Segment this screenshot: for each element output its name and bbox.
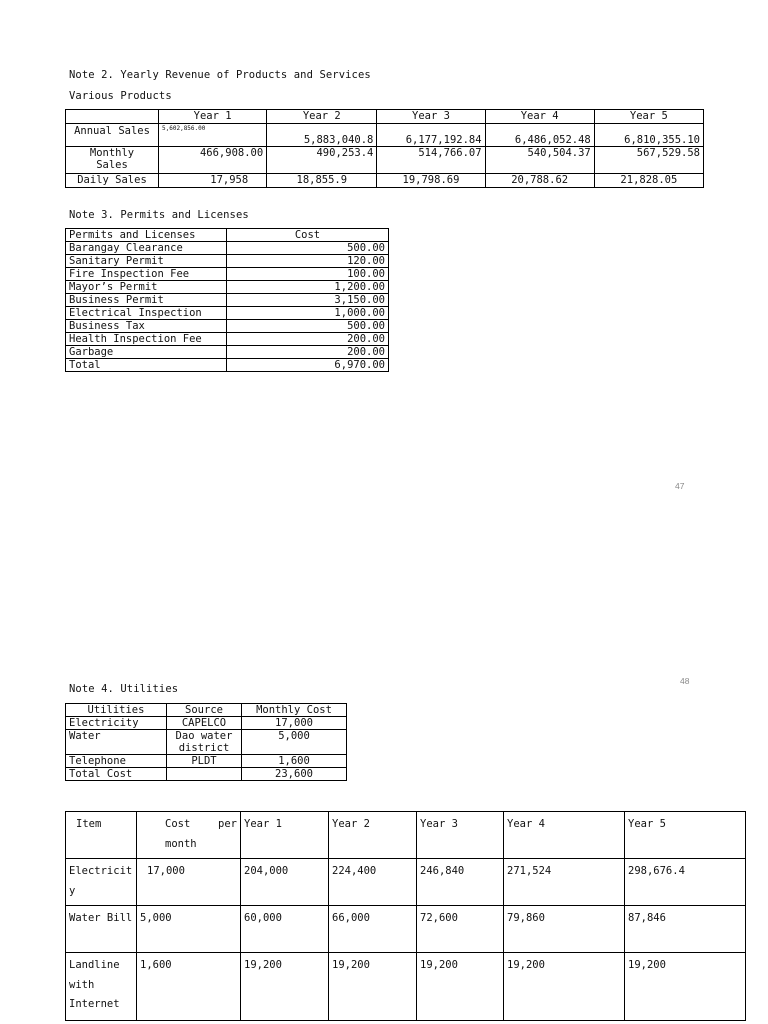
revenue-header-year2: Year 2 xyxy=(267,110,377,124)
permit-cost: 100.00 xyxy=(227,268,389,281)
revenue-cell: 567,529.58 xyxy=(594,147,703,174)
revenue-cell: 6,177,192.84 xyxy=(377,124,485,147)
projection-cell: 271,524 xyxy=(504,859,625,906)
projection-cell: 204,000 xyxy=(241,859,329,906)
permits-header-row xyxy=(66,229,389,242)
utilities-header-source: Source xyxy=(167,704,242,717)
projection-header-year: Year 1 xyxy=(241,812,329,859)
revenue-row-label: Daily Sales xyxy=(66,174,159,188)
note2-title: Note 2. Yearly Revenue of Products and Services xyxy=(69,69,371,81)
revenue-table xyxy=(65,109,704,188)
table-row xyxy=(66,755,347,768)
permits-table xyxy=(65,228,389,372)
page-number: 48 xyxy=(680,676,690,686)
permit-item: Electrical Inspection xyxy=(66,307,227,320)
projection-cell: 19,200 xyxy=(417,953,504,1021)
permits-header-item: Permits and Licenses xyxy=(66,229,227,242)
table-row xyxy=(66,717,347,730)
revenue-cell: 21,828.05 xyxy=(594,174,703,188)
permit-item: Barangay Clearance xyxy=(66,242,227,255)
revenue-cell: 20,788.62 xyxy=(485,174,594,188)
table-row xyxy=(66,906,746,953)
table-row xyxy=(66,281,389,294)
permit-total-label: Total xyxy=(66,359,227,372)
projection-item: Landline with Internet xyxy=(66,953,137,1021)
permit-cost: 120.00 xyxy=(227,255,389,268)
utility-cost: 5,000 xyxy=(242,730,347,755)
projection-item: Water Bill xyxy=(66,906,137,953)
revenue-cell: 540,504.37 xyxy=(485,147,594,174)
permit-cost: 1,000.00 xyxy=(227,307,389,320)
permit-item: Health Inspection Fee xyxy=(66,333,227,346)
permit-item: Business Tax xyxy=(66,320,227,333)
table-row xyxy=(66,346,389,359)
note2-subtitle: Various Products xyxy=(69,90,172,102)
projection-cell: 224,400 xyxy=(329,859,417,906)
projection-cell: 246,840 xyxy=(417,859,504,906)
note4-title: Note 4. Utilities xyxy=(69,683,179,695)
revenue-row-label: Annual Sales xyxy=(66,124,159,147)
note3-title: Note 3. Permits and Licenses xyxy=(69,209,249,221)
utility-name: Water xyxy=(66,730,167,755)
projection-cell: 19,200 xyxy=(241,953,329,1021)
utility-source: CAPELCO xyxy=(167,717,242,730)
utilities-table xyxy=(65,703,347,781)
permit-cost: 500.00 xyxy=(227,242,389,255)
revenue-cell: 17,958 xyxy=(159,174,267,188)
table-row xyxy=(66,953,746,1021)
revenue-cell: 5,883,040.8 xyxy=(267,124,377,147)
revenue-header-year1: Year 1 xyxy=(159,110,267,124)
revenue-cell: 19,798.69 xyxy=(377,174,485,188)
permit-item: Fire Inspection Fee xyxy=(66,268,227,281)
projection-cell: 5,000 xyxy=(137,906,241,953)
utility-source: PLDT xyxy=(167,755,242,768)
revenue-header-year3: Year 3 xyxy=(377,110,485,124)
revenue-row-daily xyxy=(66,174,704,188)
permit-cost: 3,150.00 xyxy=(227,294,389,307)
permit-cost: 1,200.00 xyxy=(227,281,389,294)
permit-total-cost: 6,970.00 xyxy=(227,359,389,372)
utility-cost: 1,600 xyxy=(242,755,347,768)
table-row xyxy=(66,859,746,906)
permits-total-row xyxy=(66,359,389,372)
permit-item: Sanitary Permit xyxy=(66,255,227,268)
projection-cell: 19,200 xyxy=(504,953,625,1021)
projection-cell: 17,000 xyxy=(137,859,241,906)
projection-header-row xyxy=(66,812,746,859)
projection-header-year: Year 5 xyxy=(625,812,746,859)
utilities-header-cost: Monthly Cost xyxy=(242,704,347,717)
utility-total-source xyxy=(167,768,242,781)
revenue-cell: 18,855.9 xyxy=(267,174,377,188)
permit-cost: 200.00 xyxy=(227,346,389,359)
projection-cell: 19,200 xyxy=(329,953,417,1021)
projection-cell: 72,600 xyxy=(417,906,504,953)
projection-header-year: Year 2 xyxy=(329,812,417,859)
permit-cost: 500.00 xyxy=(227,320,389,333)
revenue-cell: 6,486,052.48 xyxy=(485,124,594,147)
projection-cell: 1,600 xyxy=(137,953,241,1021)
revenue-cell: 6,810,355.10 xyxy=(594,124,703,147)
projection-header-cost-text: Cost per month xyxy=(165,818,237,850)
utility-name: Telephone xyxy=(66,755,167,768)
utility-projection-table xyxy=(65,811,746,1021)
revenue-cell: 5,602,856.00 xyxy=(159,124,267,147)
table-row xyxy=(66,320,389,333)
utility-cost: 17,000 xyxy=(242,717,347,730)
revenue-cell: 490,253.4 xyxy=(267,147,377,174)
permit-cost: 200.00 xyxy=(227,333,389,346)
revenue-row-monthly xyxy=(66,147,704,174)
table-row xyxy=(66,268,389,281)
projection-item: Electricity xyxy=(66,859,137,906)
revenue-header-row xyxy=(66,110,704,124)
projection-cell: 87,846 xyxy=(625,906,746,953)
utilities-total-row xyxy=(66,768,347,781)
utility-name: Electricity xyxy=(66,717,167,730)
table-row xyxy=(66,294,389,307)
revenue-row-annual xyxy=(66,124,704,147)
table-row xyxy=(66,255,389,268)
projection-cell: 298,676.4 xyxy=(625,859,746,906)
utility-total-cost: 23,600 xyxy=(242,768,347,781)
permits-header-cost: Cost xyxy=(227,229,389,242)
projection-cell: 79,860 xyxy=(504,906,625,953)
projection-header-year: Year 3 xyxy=(417,812,504,859)
table-row xyxy=(66,333,389,346)
projection-cell: 66,000 xyxy=(329,906,417,953)
revenue-row-label: Monthly Sales xyxy=(66,147,159,174)
page-number: 47 xyxy=(675,481,685,491)
utility-source: Dao water district xyxy=(167,730,242,755)
revenue-header-year4: Year 4 xyxy=(485,110,594,124)
table-row xyxy=(66,730,347,755)
utilities-header-row xyxy=(66,704,347,717)
revenue-cell: 466,908.00 xyxy=(159,147,267,174)
projection-header-cost xyxy=(137,812,241,859)
projection-cell: 19,200 xyxy=(625,953,746,1021)
table-row xyxy=(66,242,389,255)
utilities-header-utility: Utilities xyxy=(66,704,167,717)
revenue-cell: 514,766.07 xyxy=(377,147,485,174)
revenue-header-year5: Year 5 xyxy=(594,110,703,124)
projection-header-item: Item xyxy=(66,812,137,859)
table-row xyxy=(66,307,389,320)
permit-item: Mayor’s Permit xyxy=(66,281,227,294)
revenue-header-blank xyxy=(66,110,159,124)
projection-cell: 60,000 xyxy=(241,906,329,953)
permit-item: Business Permit xyxy=(66,294,227,307)
utility-total-label: Total Cost xyxy=(66,768,167,781)
projection-header-year: Year 4 xyxy=(504,812,625,859)
permit-item: Garbage xyxy=(66,346,227,359)
